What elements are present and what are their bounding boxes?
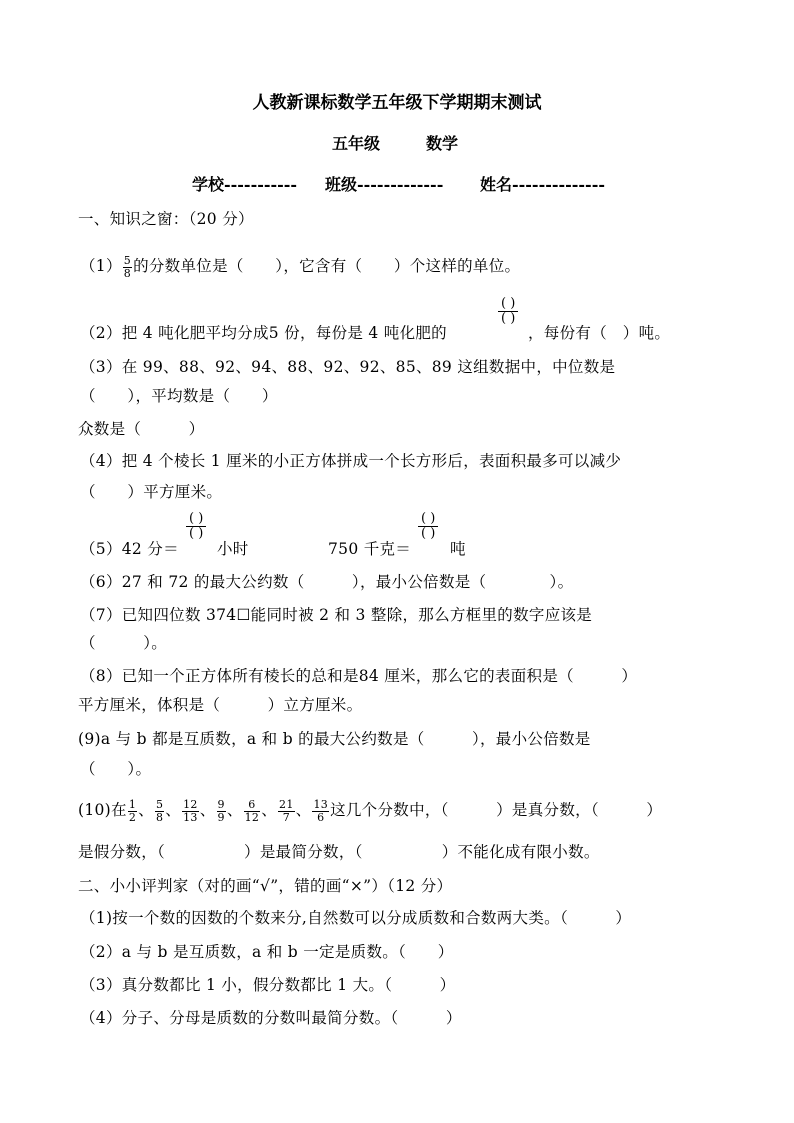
q10-fraction-3 [182,799,199,824]
question-10-line2: 是假分数，（ ）是最简分数，（ ）不能化成有限小数。 [78,843,600,861]
q5-blank1-den: ( ) [189,526,204,541]
question-10-line1 [78,798,662,824]
q10-f3-num: 12 [183,797,198,811]
question-8-line1: （8）已知一个正方体所有棱长的总和是84 厘米，那么它的表面积是（ ） [80,667,638,685]
q10-sep-3: 、 [199,801,216,819]
q10-fraction-5 [244,799,261,824]
q1-fraction-den: 8 [123,266,132,280]
grade-label: 五年级 [332,134,381,153]
section1-heading: 一、知识之窗：（20 分） [78,210,254,228]
q10-f7-num: 13 [313,797,329,811]
q1-fraction [123,255,132,280]
q10-f1-num: 1 [128,797,137,811]
q10-f7-den: 6 [317,810,325,824]
q1-text: 的分数单位是（ ），它含有（ ）个这样的单位。 [133,257,521,275]
q10-f1-den: 2 [128,810,137,824]
judge-item-3: （3）真分数都比 1 小，假分数都比 1 大。（ ） [80,976,456,994]
q5-blank2-den: ( ) [421,526,436,541]
q5-blank-fraction-1[interactable] [186,512,206,541]
q10-fraction-4 [217,799,226,824]
q10-sep-4: 、 [226,801,243,819]
question-3-line2: （ ），平均数是（ ） [80,387,278,405]
question-1 [80,254,520,280]
question-4-line1: （4）把 4 个棱长 1 厘米的小正方体拼成一个长方形后，表面积最多可以减少 [80,452,622,470]
question-7-line1: （7）已知四位数 374☐能同时被 2 和 3 整除，那么方框里的数字应该是 [80,606,593,624]
question-3-line3: 众数是（ ） [78,420,205,438]
q10-f4-den: 9 [217,810,225,824]
judge-item-1: （1)按一个数的因数的个数来分,自然数可以分成质数和合数两大类。（ ） [80,909,632,927]
question-2-part-b: ，每份有（ ）吨。 [528,324,671,342]
q10-f3-den: 13 [183,810,198,824]
question-4-line2: （ ）平方厘米。 [80,483,223,501]
q5-blank1-num: ( ) [186,512,206,527]
class-field: 班级------------- [325,175,444,194]
question-5-part1: （5）42 分＝ [80,540,179,558]
q10-sep-6: 、 [295,801,312,819]
q10-sep-1: 、 [138,801,154,819]
name-field: 姓名-------------- [480,175,605,194]
q10-f5-den: 12 [244,810,260,824]
question-5-unit2: 吨 [450,540,466,558]
question-5-part2: 750 千克＝ [328,540,412,558]
q1-fraction-num: 5 [123,253,132,267]
q10-prefix: (10)在 [78,801,127,819]
question-3-line1: （3）在 99、88、92、94、88、92、92、85、89 这组数据中，中位数是 [80,358,616,376]
judge-item-4: （4）分子、分母是质数的分数叫最简分数。（ ） [80,1009,462,1027]
q10-fraction-2 [155,799,164,824]
q10-f5-num: 6 [244,799,261,812]
q10-sep-2: 、 [165,801,182,819]
q1-prefix: （1） [80,257,122,275]
q10-f2-den: 8 [155,810,164,824]
question-2-part-a: （2）把 4 吨化肥平均分成5 份，每份是 4 吨化肥的 [80,324,447,342]
page-title: 人教新课标数学五年级下学期期末测试 [252,93,542,113]
q10-sep-5: 、 [261,801,278,819]
subject-label: 数学 [426,134,459,153]
q2-blank-den: ( ) [501,311,516,326]
q10-f4-num: 9 [217,797,225,811]
q5-blank2-num: ( ) [418,512,438,527]
question-9-line2: （ ）。 [80,760,152,778]
q10-fraction-1 [128,799,137,824]
q10-fraction-7 [312,799,329,824]
school-field: 学校----------- [192,175,298,194]
q10-f6-num: 21 [279,797,294,811]
q10-f6-den: 7 [282,810,290,824]
q10-fraction-6 [278,799,295,824]
q10-text: 这几个分数中，（ ）是真分数，（ ） [330,801,663,819]
q5-blank-fraction-2[interactable] [418,512,438,541]
q2-blank-fraction[interactable] [498,297,518,326]
q10-f2-num: 5 [155,797,164,811]
section2-heading: 二、小小评判家（对的画“√”，错的画“×”）（12 分） [78,877,453,895]
question-6: （6）27 和 72 的最大公约数（ ），最小公倍数是（ ）。 [80,573,574,591]
question-8-line2: 平方厘米，体积是（ ）立方厘米。 [78,696,363,714]
question-7-line2: （ ）。 [80,634,168,652]
judge-item-2: （2）a 与 b 是互质数，a 和 b 一定是质数。（ ） [80,943,454,961]
q2-blank-num: ( ) [498,297,518,312]
question-9-line1: (9)a 与 b 都是互质数，a 和 b 的最大公约数是（ ），最小公倍数是 [78,730,591,748]
question-5-unit1: 小时 [217,540,249,558]
